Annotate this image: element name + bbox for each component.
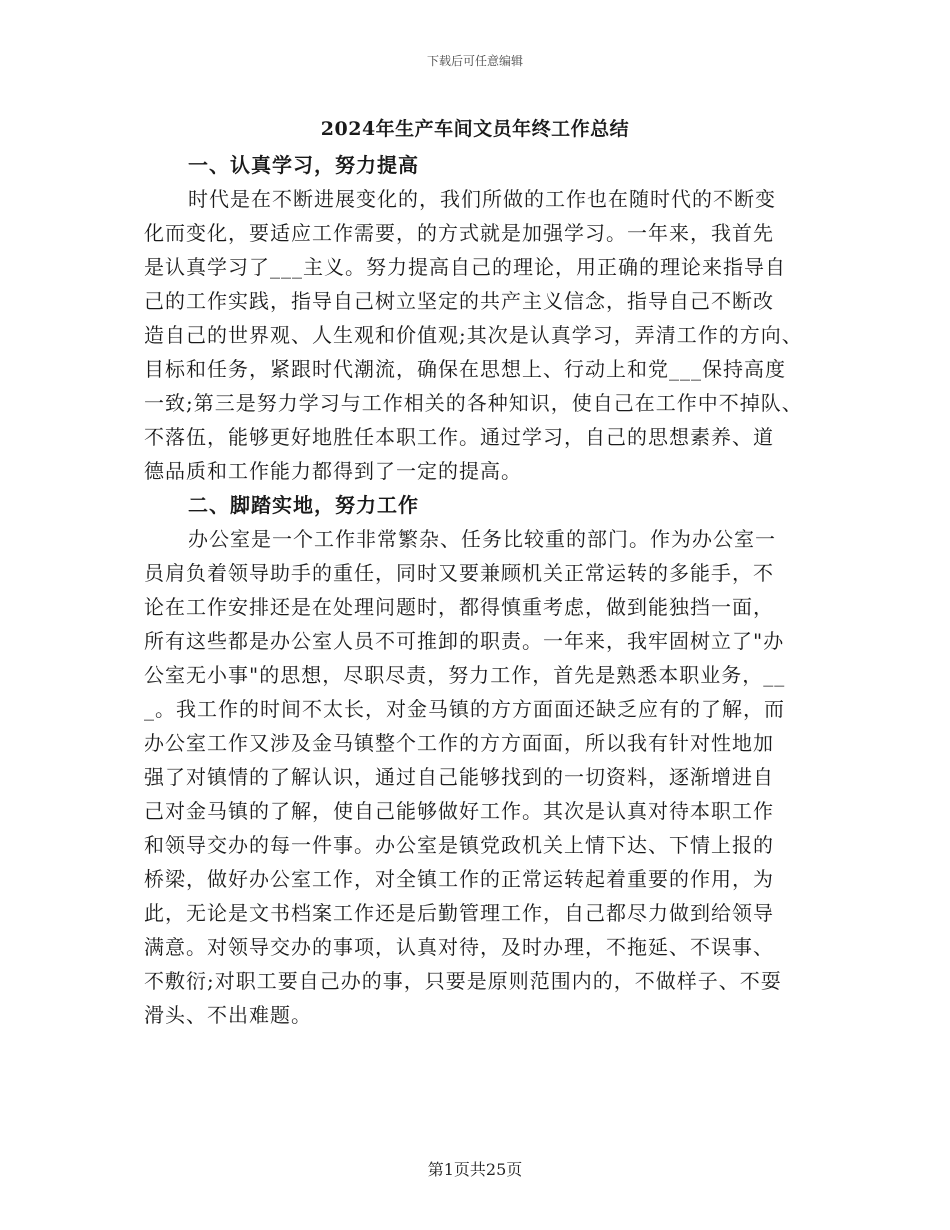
paragraph-line: 满意。对领导交办的事项，认真对待，及时办理，不拖延、不误事、 xyxy=(144,935,774,959)
page-number: 第1页共25页 xyxy=(427,1160,523,1179)
paragraph-line: 己的工作实践，指导自己树立坚定的共产主义信念，指导自己不断改 xyxy=(144,289,774,313)
paragraph-line: 公室无小事"的思想，尽职尽责，努力工作，首先是熟悉本职业务，__ xyxy=(144,663,786,687)
paragraph-line: 造自己的世界观、人生观和价值观;其次是认真学习，弄清工作的方向、 xyxy=(144,323,803,347)
paragraph-line: 办公室是一个工作非常繁杂、任务比较重的部门。作为办公室一 xyxy=(188,527,776,551)
section-2-paragraph xyxy=(144,522,824,1032)
section-1-paragraph xyxy=(144,182,824,488)
paragraph-line: 时代是在不断进展变化的，我们所做的工作也在随时代的不断变 xyxy=(188,187,776,211)
paragraph-line: 是认真学习了___主义。努力提高自己的理论，用正确的理论来指导自 xyxy=(144,255,786,279)
paragraph-line: 不落伍，能够更好地胜任本职工作。通过学习，自己的思想素养、道 xyxy=(144,425,774,449)
paragraph-line: 强了对镇情的了解认识，通过自己能够找到的一切资料，逐渐增进自 xyxy=(144,765,774,789)
section-1-heading: 一、认真学习，努力提高 xyxy=(188,153,419,177)
paragraph-line: 德品质和工作能力都得到了一定的提高。 xyxy=(144,459,522,483)
paragraph-line: 桥梁，做好办公室工作，对全镇工作的正常运转起着重要的作用，为 xyxy=(144,867,774,891)
section-2-heading: 二、脚踏实地，努力工作 xyxy=(188,493,419,517)
paragraph-line: 不敷衍;对职工要自己办的事，只要是原则范围内的，不做样子、不耍 xyxy=(144,969,782,993)
paragraph-line: 和领导交办的每一件事。办公室是镇党政机关上情下达、下情上报的 xyxy=(144,833,774,857)
paragraph-line: 员肩负着领导助手的重任，同时又要兼顾机关正常运转的多能手，不 xyxy=(144,561,774,585)
paragraph-line: 化而变化，要适应工作需要，的方式就是加强学习。一年来，我首先 xyxy=(144,221,774,245)
paragraph-line: 目标和任务，紧跟时代潮流，确保在思想上、行动上和党___保持高度 xyxy=(144,357,786,381)
paragraph-line: 办公室工作又涉及金马镇整个工作的方方面面，所以我有针对性地加 xyxy=(144,731,774,755)
document-body xyxy=(144,148,824,1032)
document-title: 2024年生产车间文员年终工作总结 xyxy=(320,118,630,140)
paragraph-line: 滑头、不出难题。 xyxy=(144,1003,312,1027)
paragraph-line: 论在工作安排还是在处理问题时，都得慎重考虑，做到能独挡一面， xyxy=(144,595,774,619)
paragraph-line: _。我工作的时间不太长，对金马镇的方方面面还缺乏应有的了解，而 xyxy=(144,697,785,721)
paragraph-line: 己对金马镇的了解，使自己能够做好工作。其次是认真对待本职工作 xyxy=(144,799,774,823)
paragraph-line: 所有这些都是办公室人员不可推卸的职责。一年来，我牢固树立了"办 xyxy=(144,629,785,653)
paragraph-line: 一致;第三是努力学习与工作相关的各种知识，使自己在工作中不掉队、 xyxy=(144,391,803,415)
header-note: 下载后可任意编辑 xyxy=(426,54,523,68)
paragraph-line: 此，无论是文书档案工作还是后勤管理工作，自己都尽力做到给领导 xyxy=(144,901,774,925)
